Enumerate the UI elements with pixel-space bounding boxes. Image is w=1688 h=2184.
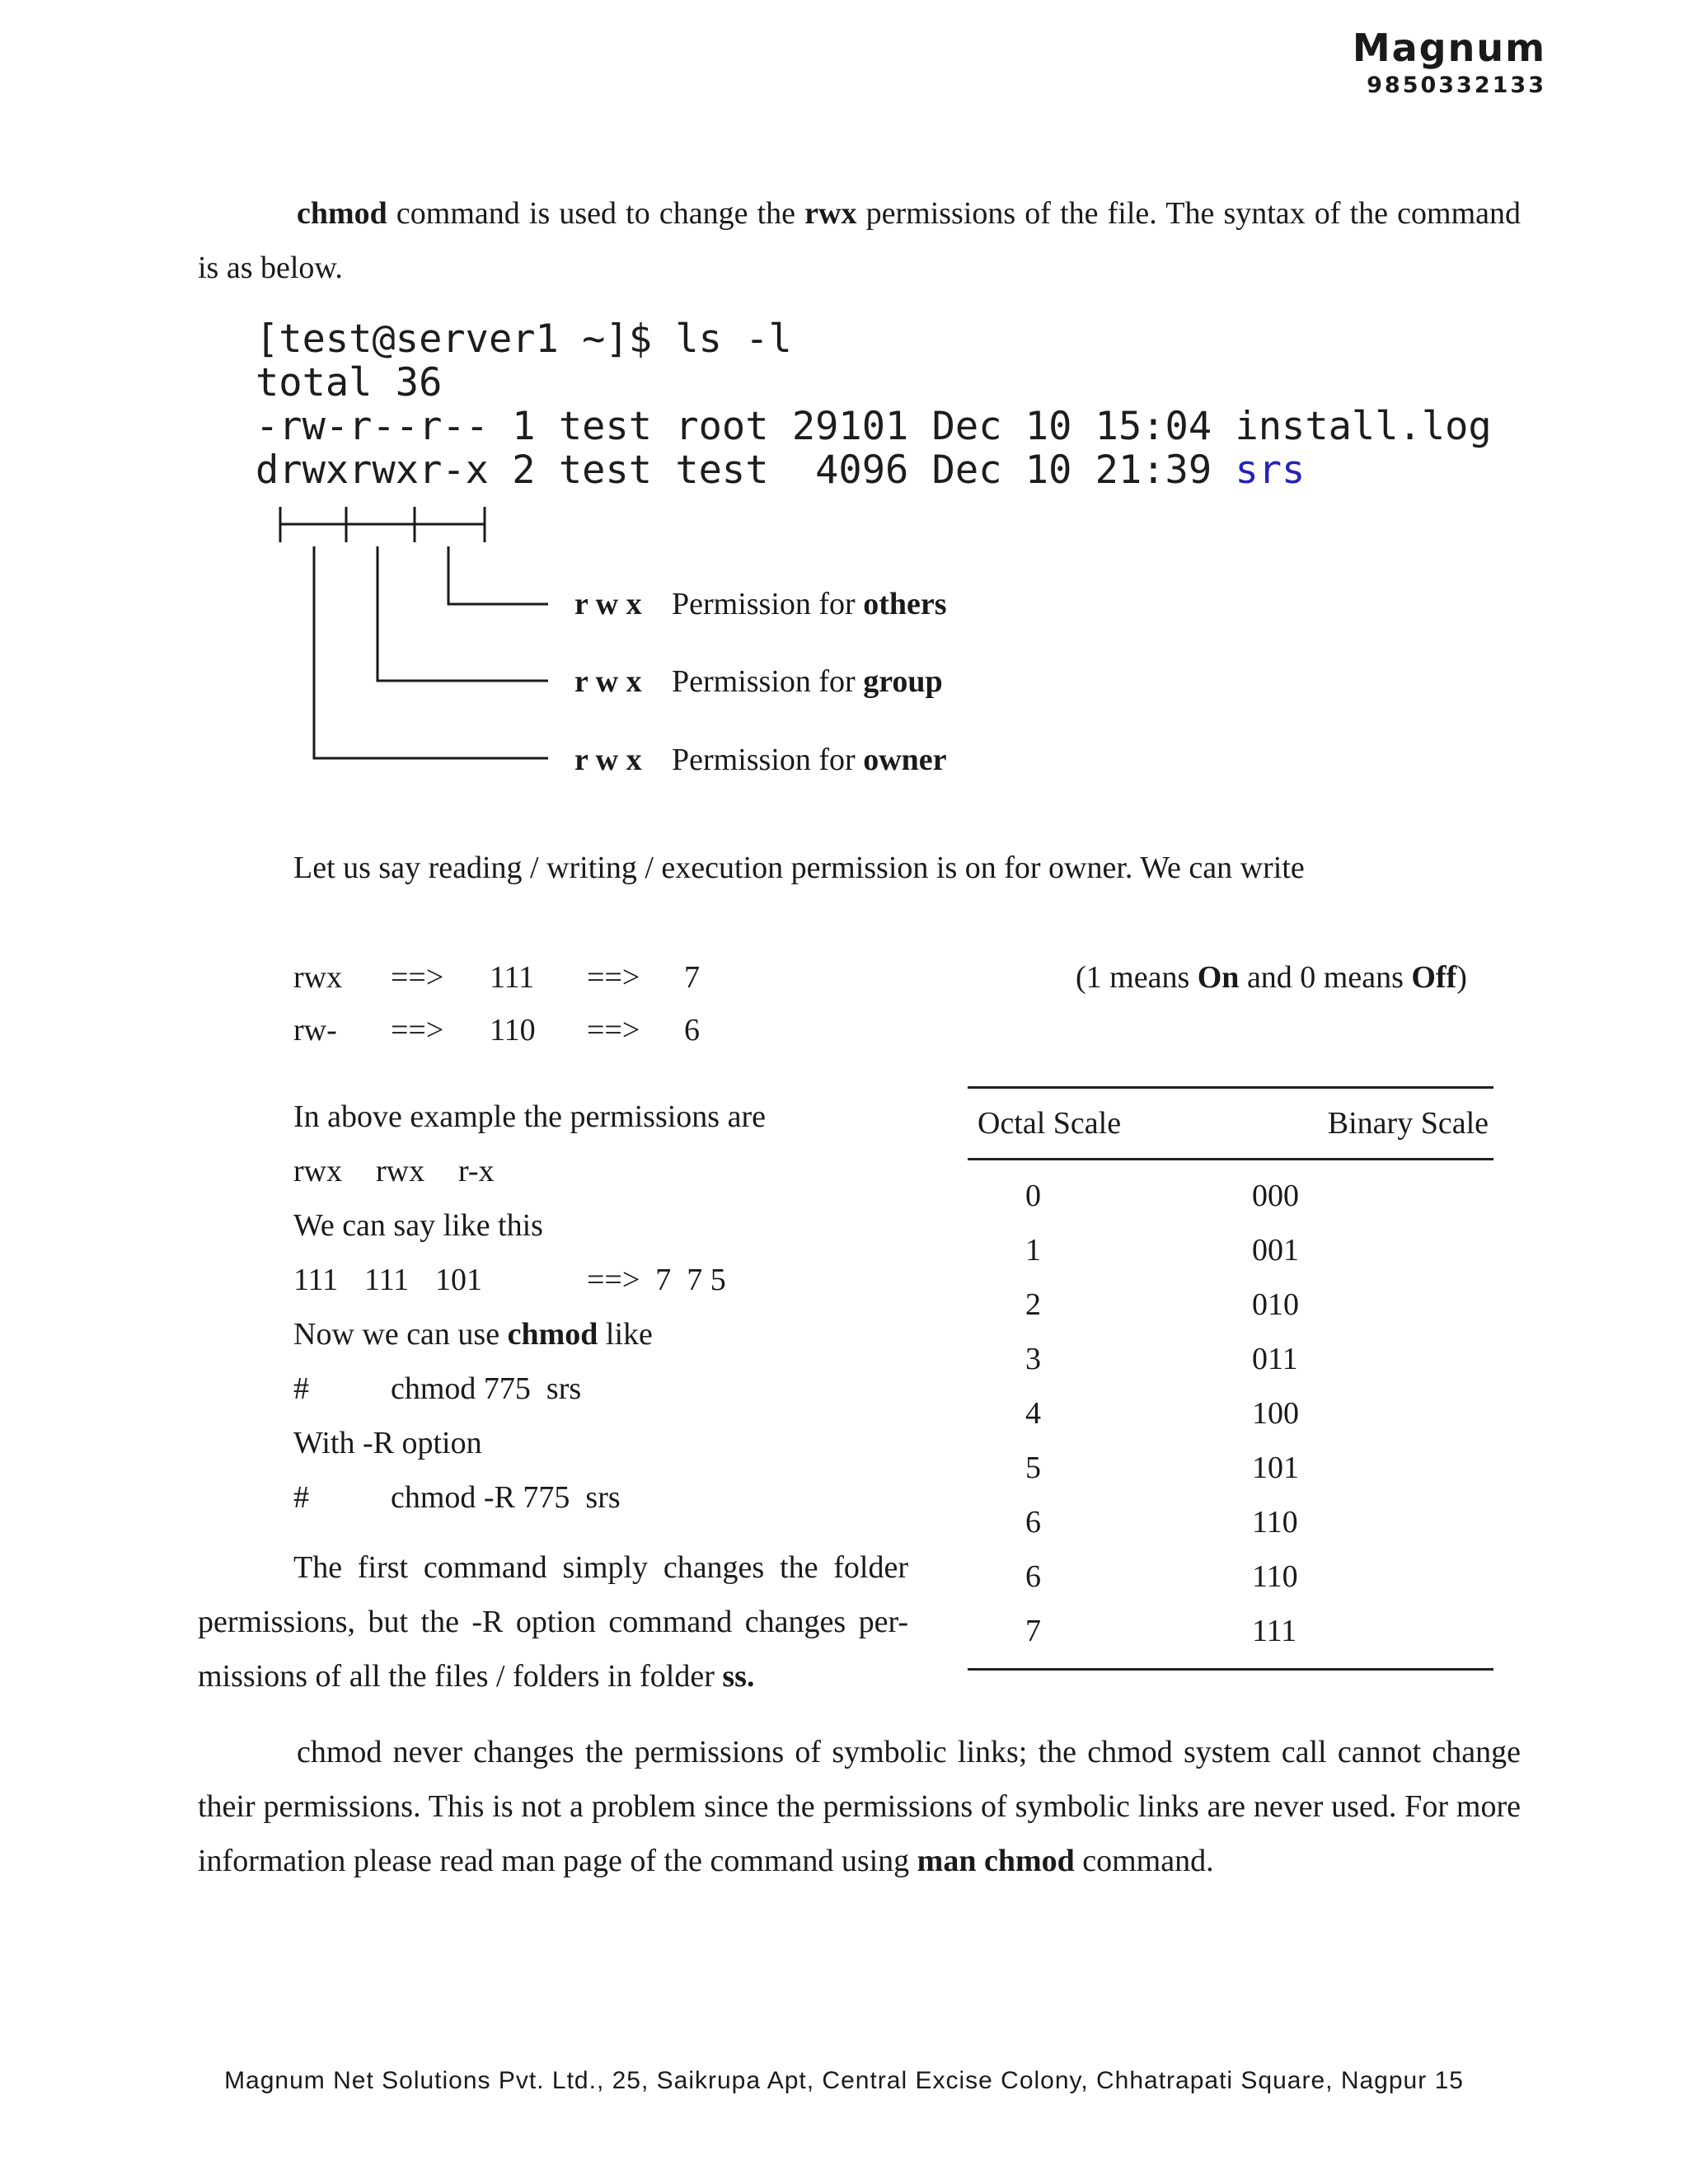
permission-others-label: Permission for	[672, 587, 864, 621]
example-line-3: We can say like this	[293, 1208, 543, 1243]
table-cell-binary: 110	[1252, 1505, 1298, 1540]
table-cell-binary: 100	[1252, 1396, 1299, 1431]
example-paragraph	[198, 1540, 908, 1704]
table-row	[968, 1386, 1493, 1441]
closing-text-1: chmod never changes the permissions of symbolic links; the chmod system call cannot change their permissions. This is not a problem since the permissions of symbolic links are never used. For more information please read man page of the command using	[198, 1735, 1521, 1878]
note-mid: and 0 means	[1239, 960, 1412, 995]
mapping-row-2-bin: 110	[490, 1013, 536, 1047]
example-paragraph-bold: ss.	[722, 1659, 755, 1694]
on-off-note	[1076, 959, 1467, 996]
permission-owner-label: Permission for	[672, 743, 864, 777]
closing-paragraph	[198, 1725, 1521, 1888]
terminal-dir-name: srs	[1235, 448, 1306, 493]
table-row	[968, 1223, 1493, 1277]
example-cmd-1: chmod 775 srs	[391, 1371, 582, 1406]
table-cell-binary: 000	[1252, 1179, 1299, 1213]
example-bin-3: 101	[435, 1263, 482, 1297]
mapping-row-2-perm: rw-	[293, 1013, 337, 1047]
table-cell-octal: 1	[1025, 1233, 1041, 1268]
permission-others-who: others	[863, 587, 947, 621]
connector-group	[377, 546, 548, 681]
table-cell-octal: 4	[1025, 1396, 1041, 1431]
table-cell-binary: 011	[1252, 1342, 1298, 1376]
intro-text-2: permissions of the file. The syntax of the command is as below.	[198, 196, 1521, 285]
example-line-5	[293, 1316, 653, 1352]
example-bin-2: 111	[364, 1263, 410, 1297]
table-cell-octal: 5	[1025, 1451, 1041, 1485]
example-line-1: In above example the permissions are	[293, 1099, 766, 1134]
example-line-7: With -R option	[293, 1426, 482, 1460]
table-cell-octal: 3	[1025, 1342, 1041, 1376]
company-phone: 9850332133	[1367, 73, 1546, 98]
note-on: On	[1197, 960, 1240, 995]
company-name: Magnum	[1352, 26, 1546, 70]
mapping-row-1-arrow2: ==>	[587, 960, 640, 995]
note-off: Off	[1411, 960, 1457, 995]
table-row	[968, 1441, 1493, 1495]
table-header-binary: Binary Scale	[1327, 1106, 1489, 1141]
table-cell-binary: 101	[1252, 1451, 1299, 1485]
mapping-row-1-perm: rwx	[293, 960, 343, 995]
closing-bold: man chmod	[917, 1844, 1075, 1878]
table-header	[968, 1089, 1493, 1158]
table-cell-binary: 010	[1252, 1287, 1299, 1322]
intro-cmd: chmod	[297, 196, 387, 231]
table-row	[968, 1169, 1493, 1223]
table-row	[968, 1277, 1493, 1332]
example-hash-2: #	[293, 1480, 309, 1515]
table-cell-octal: 6	[1025, 1559, 1041, 1594]
table-row	[968, 1332, 1493, 1386]
example-result: ==> 7 7 5	[587, 1263, 726, 1297]
permission-others-rwx: r w x	[574, 587, 642, 621]
mapping-row-1-arrow1: ==>	[391, 960, 444, 995]
example-bin-1: 111	[293, 1263, 339, 1297]
terminal-prompt-line: [test@server1 ~]$ ls -l	[256, 316, 792, 362]
table-row	[968, 1604, 1493, 1658]
note-post: )	[1456, 960, 1467, 995]
say-line: Let us say reading / writing / execution permission is on for owner. We can write	[293, 851, 1305, 885]
example-paragraph-text: The first command simply changes the folder permissions, but the -R option command changes per-missions of all the files / folders in folder	[198, 1550, 908, 1694]
example-perm-3: r-x	[458, 1154, 495, 1188]
table-row	[968, 1495, 1493, 1549]
table-cell-binary: 110	[1252, 1559, 1298, 1594]
permission-group-rwx: r w x	[574, 664, 642, 699]
permission-others	[574, 586, 947, 622]
table-row	[968, 1549, 1493, 1604]
example-cmd-2: chmod -R 775 srs	[391, 1480, 621, 1515]
permission-owner-rwx: r w x	[574, 743, 642, 777]
table-cell-octal: 7	[1025, 1614, 1041, 1648]
mapping-row-1-bin: 111	[490, 960, 535, 995]
mapping-row-1-oct: 7	[684, 960, 700, 995]
permission-group-who: group	[863, 664, 943, 699]
intro-text-1: command is used to change the	[387, 196, 805, 231]
octal-binary-table	[968, 1086, 1493, 1671]
table-cell-octal: 2	[1025, 1287, 1041, 1322]
example-perm-2: rwx	[376, 1154, 425, 1188]
example-perm-1: rwx	[293, 1154, 343, 1188]
permission-group-label: Permission for	[672, 664, 864, 699]
mapping-row-2-arrow2: ==>	[587, 1013, 640, 1047]
note-pre: (1 means	[1076, 960, 1198, 995]
connector-others	[448, 546, 548, 604]
terminal-dir-prefix: drwxrwxr-x 2 test test 4096 Dec 10 21:39	[256, 448, 1236, 493]
connector-owner	[314, 546, 548, 758]
terminal-file-line: -rw-r--r-- 1 test root 29101 Dec 10 15:04 install.log	[256, 404, 1492, 449]
permission-group	[574, 663, 943, 700]
table-cell-binary: 001	[1252, 1233, 1299, 1268]
table-cell-binary: 111	[1252, 1614, 1297, 1648]
mapping-row-2-arrow1: ==>	[391, 1013, 444, 1047]
terminal-total-line: total 36	[256, 360, 443, 405]
table-bottom-rule	[968, 1668, 1493, 1671]
footer-address: Magnum Net Solutions Pvt. Ltd., 25, Saikrupa Apt, Central Excise Colony, Chhatrapati Square, Nagpur 15	[224, 2067, 1464, 2094]
closing-text-2: command.	[1074, 1844, 1214, 1878]
intro-rwx: rwx	[804, 196, 857, 231]
example-hash-1: #	[293, 1371, 309, 1406]
example-line-5-post: like	[598, 1317, 653, 1352]
table-cell-octal: 6	[1025, 1505, 1041, 1540]
permission-owner	[574, 742, 947, 778]
example-line-5-cmd: chmod	[507, 1317, 598, 1352]
permission-bracket-diagram	[0, 0, 1688, 824]
table-header-octal: Octal Scale	[978, 1106, 1122, 1141]
table-cell-octal: 0	[1025, 1179, 1041, 1213]
permission-owner-who: owner	[863, 743, 947, 777]
mapping-row-2-oct: 6	[684, 1013, 700, 1047]
example-line-5-pre: Now we can use	[293, 1317, 508, 1352]
